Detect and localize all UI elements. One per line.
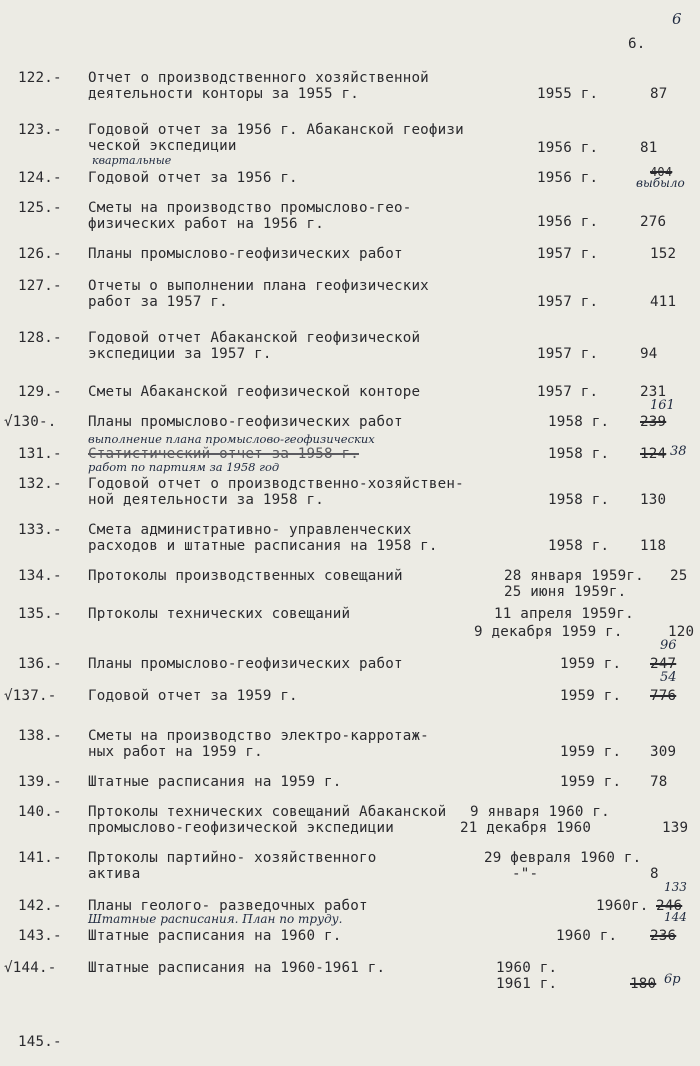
entry-year: 1959 г. <box>560 744 622 760</box>
entry-title-line: экспедиции за 1957 г. <box>88 346 272 362</box>
entry-year: 1957 г. <box>537 384 599 400</box>
entry-count: 94 <box>640 346 658 362</box>
handwritten-insertion: работ по партиям за 1958 год <box>88 460 280 474</box>
entry-count: 81 <box>640 140 658 156</box>
entry-title-line: промыслово-геофизической экспедиции <box>88 820 394 836</box>
entry-number: 122.- <box>18 70 62 86</box>
entry-date-from: 28 января 1959г. <box>504 568 644 584</box>
entry-year: 1959 г. <box>560 688 622 704</box>
entry-number: 129.- <box>18 384 62 400</box>
entry-count: 25 <box>670 568 688 584</box>
entry-title-line: физических работ на 1956 г. <box>88 216 325 232</box>
entry-number: 127.- <box>18 278 62 294</box>
handwritten-insertion: квартальные <box>92 154 172 167</box>
entry-number: √144.- <box>4 960 57 976</box>
entry-year: 1957 г. <box>537 294 599 310</box>
entry-count: 78 <box>650 774 668 790</box>
entry-year: 1955 г. <box>537 86 599 102</box>
handwritten-count: 144 <box>664 910 687 924</box>
entry-number: 140.- <box>18 804 62 820</box>
entry-number: 145.- <box>18 1034 62 1050</box>
entry-number: 135.- <box>18 606 62 622</box>
entry-title-line: ных работ на 1959 г. <box>88 744 263 760</box>
entry-date-from: 1960 г. <box>496 960 558 976</box>
entry-year: 1956 г. <box>537 214 599 230</box>
entry-number: 124.- <box>18 170 62 186</box>
entry-number: 132.- <box>18 476 62 492</box>
entry-date-from: 11 апреля 1959г. <box>494 606 634 622</box>
entry-year: 1960г. <box>596 898 649 914</box>
handwritten-count: 54 <box>660 670 677 685</box>
entry-number: 136.- <box>18 656 62 672</box>
entry-year: 1958 г. <box>548 538 610 554</box>
entry-title-line: Сметы на производство промыслово-гео- <box>88 200 412 216</box>
entry-year: 1959 г. <box>560 656 622 672</box>
entry-number: 128.- <box>18 330 62 346</box>
handwritten-count: 133 <box>664 880 687 894</box>
entry-title-line: Сметы Абаканской геофизической конторе <box>88 384 421 400</box>
entry-year: 1956 г. <box>537 170 599 186</box>
entry-number: 131.- <box>18 446 62 462</box>
entry-number: 142.- <box>18 898 62 914</box>
entry-title-line: Протоколы производственных совещаний <box>88 568 403 584</box>
entry-date-to: -"- <box>512 866 539 882</box>
handwritten-count: 6р <box>664 972 681 987</box>
entry-number: √137.- <box>4 688 57 704</box>
handwritten-note: выбыло <box>636 176 685 190</box>
page-number: 6. <box>628 36 646 52</box>
entry-count: 120 <box>668 624 695 640</box>
handwritten-count: 38 <box>670 444 687 459</box>
entry-title-line: Сметы на производство электро-карротаж- <box>88 728 429 744</box>
entry-year: 1959 г. <box>560 774 622 790</box>
entry-date-from: 29 февраля 1960 г. <box>484 850 642 866</box>
entry-number: 125.- <box>18 200 62 216</box>
entry-count: 309 <box>650 744 677 760</box>
entry-count: 139 <box>662 820 689 836</box>
entry-title-line: Планы геолого- разведочных работ <box>88 898 368 914</box>
entry-count: 411 <box>650 294 677 310</box>
entry-count-struck: 180 <box>630 976 657 992</box>
entry-title-line: Штатные расписания на 1960 г. <box>88 928 342 944</box>
entry-title-line: расходов и штатные расписания на 1958 г. <box>88 538 438 554</box>
handwritten-count: 161 <box>650 398 675 413</box>
entry-count-struck: 124 <box>640 446 667 462</box>
entry-count-struck: 404 <box>650 165 673 179</box>
entry-number: 133.- <box>18 522 62 538</box>
entry-title-line: Пртоколы технических совещаний Абаканской <box>88 804 447 820</box>
entry-title-line: ной деятельности за 1958 г. <box>88 492 325 508</box>
entry-number: 139.- <box>18 774 62 790</box>
entry-count: 8 <box>650 866 659 882</box>
entry-count: 231 <box>640 384 667 400</box>
entry-number: 138.- <box>18 728 62 744</box>
entry-title-line: актива <box>88 866 141 882</box>
entry-count: 152 <box>650 246 677 262</box>
entry-number: 134.- <box>18 568 62 584</box>
entry-count: 118 <box>640 538 667 554</box>
entry-title-line: Планы промыслово-геофизических работ <box>88 246 403 262</box>
entry-title-line: Планы промыслово-геофизических работ <box>88 656 403 672</box>
entry-year: 1960 г. <box>556 928 618 944</box>
entry-title-line: Планы промыслово-геофизических работ <box>88 414 403 430</box>
entry-title-line: Отчет о производственного хозяйственной <box>88 70 429 86</box>
entry-number: 123.- <box>18 122 62 138</box>
handwritten-count: 96 <box>660 638 677 653</box>
entry-title-line: Пртоколы партийно- хозяйственного <box>88 850 377 866</box>
entry-number: 141.- <box>18 850 62 866</box>
entry-count-struck: 247 <box>650 656 677 672</box>
entry-count-struck: 239 <box>640 414 667 430</box>
handwritten-insertion: выполнение плана промыслово-геофизических <box>88 432 375 446</box>
entry-number: 126.- <box>18 246 62 262</box>
entry-count: 276 <box>640 214 667 230</box>
entry-year: 1957 г. <box>537 346 599 362</box>
entry-title-line: Годовой отчет за 1956 г. <box>88 170 298 186</box>
entry-title-line: Годовой отчет за 1959 г. <box>88 688 298 704</box>
entry-number: √130-. <box>4 414 57 430</box>
handwritten-page-number: 6 <box>672 10 682 28</box>
entry-year: 1958 г. <box>548 446 610 462</box>
entry-title-line: ческой экспедиции <box>88 138 237 154</box>
entry-count-struck: 776 <box>650 688 677 704</box>
entry-date-to: 25 июня 1959г. <box>504 584 627 600</box>
entry-count-struck: 236 <box>650 928 677 944</box>
entry-title-line: Смета административно- управленческих <box>88 522 412 538</box>
entry-count-struck: 246 <box>656 898 683 914</box>
entry-title-line: Штатные расписания на 1959 г. <box>88 774 342 790</box>
entry-title-line: Годовой отчет за 1956 г. Абаканской геофизи <box>88 122 464 138</box>
entry-date-from: 9 января 1960 г. <box>470 804 610 820</box>
entry-year: 1958 г. <box>548 492 610 508</box>
entry-year: 1958 г. <box>548 414 610 430</box>
entry-year: 1956 г. <box>537 140 599 156</box>
entry-count: 130 <box>640 492 667 508</box>
entry-title-line: Отчеты о выполнении плана геофизических <box>88 278 429 294</box>
entry-title-line: работ за 1957 г. <box>88 294 228 310</box>
entry-date-to: 9 декабря 1959 г. <box>474 624 623 640</box>
entry-title-line: Годовой отчет Абаканской геофизической <box>88 330 421 346</box>
entry-date-to: 21 декабря 1960 <box>460 820 592 836</box>
entry-number: 143.- <box>18 928 62 944</box>
entry-title-line: Пртоколы технических совещаний <box>88 606 351 622</box>
entry-year: 1957 г. <box>537 246 599 262</box>
entry-date-to: 1961 г. <box>496 976 558 992</box>
entry-title-line: Штатные расписания на 1960-1961 г. <box>88 960 386 976</box>
entry-title-line: деятельности конторы за 1955 г. <box>88 86 359 102</box>
handwritten-insertion: Штатные расписания. План по труду. <box>88 912 343 926</box>
entry-title-line: Годовой отчет о производственно-хозяйствен- <box>88 476 464 492</box>
entry-title-line-struck: Статистический отчет за 1958 г. <box>88 446 359 462</box>
entry-count: 87 <box>650 86 668 102</box>
